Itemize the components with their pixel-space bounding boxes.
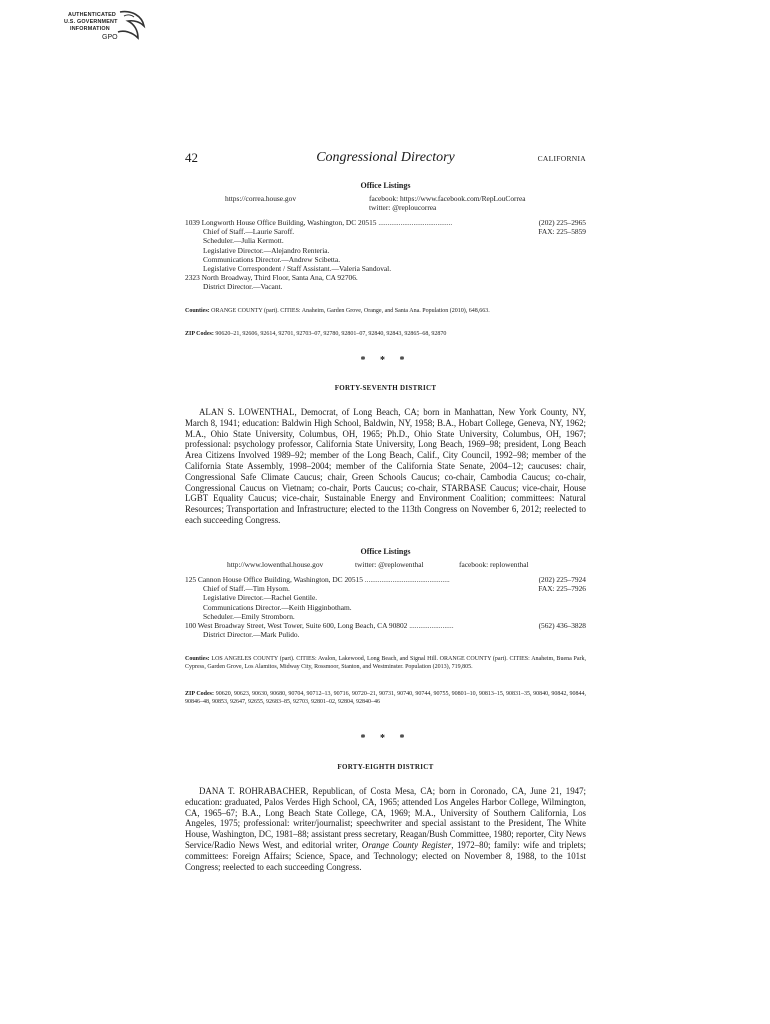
lowenthal-zip-codes xyxy=(185,690,586,706)
correa-staff-1: Scheduler.—Julia Kermott. xyxy=(203,236,284,246)
counties-label: Counties: xyxy=(185,656,210,662)
zip-text: 90620–21, 92606, 92614, 92701, 92703–07, 92780, 92801–07, 92840, 92843, 92865–68, 92870 xyxy=(215,331,447,337)
correa-website-link[interactable]: https://correa.house.gov xyxy=(225,194,297,203)
lowenthal-district-office: 100 West Broadway Street, West Tower, Suite 600, Long Beach, CA 90802 xyxy=(185,621,408,631)
lowenthal-facebook-link[interactable]: facebook: replowenthal xyxy=(459,560,529,569)
counties-label: Counties: xyxy=(185,308,210,314)
counties-text: LOS ANGELES COUNTY (part). CITIES: Avalon, Lakewood, Long Beach, and Signal Hill. ORANGE COUNTY (part). CITIES: Anaheim, Buena Park, Cypress, Garden Grove, Los Alamitos, Midway City, Rossmoor, Stanton, and Westminster. Population (2013), 719,805. xyxy=(185,656,586,670)
seal-line-3: INFORMATION xyxy=(70,26,110,32)
lowenthal-dc-phone: (202) 225–7924 xyxy=(538,575,586,584)
lowenthal-staff-1: Legislative Director.—Rachel Gentile. xyxy=(203,593,318,603)
section-separator: * * * xyxy=(360,733,411,744)
correa-facebook-link[interactable]: facebook: https://www.facebook.com/RepLouCorrea xyxy=(369,194,526,203)
correa-staff-4: Legislative Correspondent / Staff Assistant.—Valeria Sandoval. xyxy=(203,264,392,274)
lowenthal-counties xyxy=(185,655,586,671)
correa-staff-2: Legislative Director.—Alejandro Renteria. xyxy=(203,245,330,255)
gpo-authentication-seal xyxy=(62,8,148,48)
zip-label: ZIP Codes: xyxy=(185,691,215,697)
correa-twitter-link[interactable]: twitter: @reploucorrea xyxy=(369,203,437,212)
lowenthal-staff-3: Scheduler.—Emily Stromborn. xyxy=(203,611,295,621)
correa-district-office: 2323 North Broadway, Third Floor, Santa Ana, CA 92706. xyxy=(185,273,358,283)
office-listings-heading: Office Listings xyxy=(360,181,411,190)
lowenthal-district-director: District Director.—Mark Pulido. xyxy=(203,630,300,640)
lowenthal-staff-row xyxy=(185,584,586,593)
correa-staff-row xyxy=(185,227,586,236)
state-label: CALIFORNIA xyxy=(537,154,586,163)
correa-staff-3: Communications Director.—Andrew Scibetta. xyxy=(203,254,341,264)
seal-line-2: U.S. GOVERNMENT xyxy=(64,19,118,25)
correa-district-director: District Director.—Vacant. xyxy=(203,282,283,292)
lowenthal-staff-2: Communications Director.—Keith Higginbotham. xyxy=(203,602,352,612)
correa-counties xyxy=(185,307,586,315)
correa-staff-0: Chief of Staff.—Laurie Saroff. xyxy=(203,227,295,237)
bio-text-end: , 1972–80; family: wife and triplets; committees: Foreign Affairs; Science, Space, and Technology; elected on November 8, 1988, to the 101st Congress; reelected to each succeeding Congress. xyxy=(185,839,587,872)
correa-zip-codes xyxy=(185,330,586,338)
seal-line-1: AUTHENTICATED xyxy=(68,12,117,18)
lowenthal-dc-office: 125 Cannon House Office Building, Washington, DC 20515 xyxy=(185,575,363,584)
bio-text-start: DANA T. ROHRABACHER, Republican, of Costa Mesa, CA; born in Coronado, CA, June 21, 1947; education: graduated, Palos Verdes High School, CA, 1965; attended Los Angeles Harbor College, Wilmington, CA, 1965–67; B.A., Long Beach State College, CA, 1969; M.A., University of Southern California, Los Angeles, 1975; professional: writer/journalist; speechwriter and special assistant to the President, The White House, Washington, DC, 1981–88; assistant press secretary, Reagan/Bush Committee, 1980; reporter, City News Service/Radio News West, and editorial writer, xyxy=(185,786,586,850)
lowenthal-staff-0: Chief of Staff.—Tim Hysom. xyxy=(203,584,290,594)
district-48-heading: FORTY-EIGHTH DISTRICT xyxy=(337,763,434,771)
lowenthal-office-listings xyxy=(185,547,586,639)
bio-newspaper-title: Orange County Register xyxy=(361,839,452,850)
office-listings-heading: Office Listings xyxy=(360,547,411,556)
lowenthal-dc-office-row: 125 Cannon House Office Building, Washington, DC 20515 .............................................. (202) 225–7924 xyxy=(185,575,586,584)
page-title: Congressional Directory xyxy=(316,150,455,165)
running-head xyxy=(185,150,586,168)
section-separator: * * * xyxy=(360,355,411,366)
counties-text: ORANGE COUNTY (part). CITIES: Anaheim, Garden Grove, Orange, and Santa Ana. Population (2010), 648,663. xyxy=(211,308,490,314)
correa-dc-office-row: 1039 Longworth House Office Building, Washington, DC 20515 ........................................ (202) 225–2965 xyxy=(185,218,586,227)
correa-dc-phone: (202) 225–2965 xyxy=(538,218,586,227)
district-48-bio xyxy=(185,786,586,872)
lowenthal-fax: FAX: 225–7926 xyxy=(538,584,586,594)
zip-label: ZIP Codes: xyxy=(185,331,214,337)
lowenthal-district-office-row: 100 West Broadway Street, West Tower, Suite 600, Long Beach, CA 90802 ........................ (562) 436–3828 xyxy=(185,621,586,631)
lowenthal-twitter-link[interactable]: twitter: @replowenthal xyxy=(355,560,424,569)
zip-text: 90620, 90623, 90630, 90680, 90704, 90712–13, 90716, 90720–21, 90731, 90740, 90744, 90755, 90801–10, 90813–15, 90831–35, 90840, 90842, 90844, 90846–48, 90853, 92647, 92655, 92683–85, 92703, 92801–02, 92804, 92840–46 xyxy=(185,691,587,705)
lowenthal-website-link[interactable]: http://www.lowenthal.house.gov xyxy=(227,560,324,569)
page-number: 42 xyxy=(185,150,198,165)
correa-dc-office: 1039 Longworth House Office Building, Washington, DC 20515 xyxy=(185,218,377,227)
seal-gpo: GPO xyxy=(102,34,118,41)
district-47-bio: ALAN S. LOWENTHAL, Democrat, of Long Beach, CA; born in Manhattan, New York County, NY, March 8, 1941; education: Baldwin High School, Baldwin, NY, 1958; B.A., Hobart College, Geneva, NY, 1962; M.A., Ohio State University, Columbus, OH, 1965; Ph.D., Ohio State University, Columbus, OH, 1967; professional: psychology professor, California State University, Long Beach, 1969–98; president, Long Beach Area Citizens Involved 1989–92; member of the Long Beach, Calif., City Council, 1992–98; member of the California State Assembly, 1998–2004; member of the California State Senate, 2004–12; caucuses: chair, Congressional Safe Climate Caucus; chair, Green Schools Caucus; co-chair, Cambodia Caucus; co-chair, Congressional Caucus on Vietnam; co-chair, Ports Caucus; co-chair, STARBASE Caucus; vice-chair, House LGBT Equality Caucus; vice-chair, Sustainable Energy and Environment Coalition; committees: Natural Resources; Transportation and Infrastructure; elected to the 113th Congress on November 6, 2012; reelected to each succeeding Congress. xyxy=(185,407,586,525)
correa-office-listings xyxy=(185,181,586,292)
district-47-heading: FORTY-SEVENTH DISTRICT xyxy=(334,384,437,392)
correa-fax: FAX: 225–5859 xyxy=(538,227,586,237)
lowenthal-district-phone: (562) 436–3828 xyxy=(538,621,586,631)
